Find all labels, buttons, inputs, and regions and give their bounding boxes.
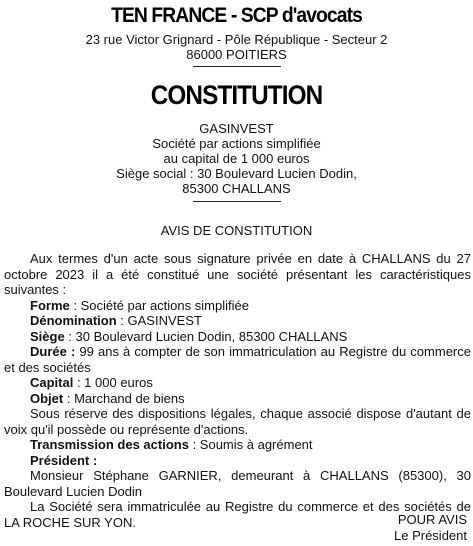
siege-line (4, 329, 471, 345)
siege-label: Siège (30, 328, 65, 344)
president-paragraph: Monsieur Stéphane GARNIER, demeurant à CHALLANS (85300), 30 Boulevard Lucien Dodin (4, 468, 471, 499)
objet-line (4, 391, 471, 407)
company-capital: au capital de 1 000 euros (163, 151, 310, 166)
duree-label: Durée : (30, 344, 76, 359)
registration-paragraph: La Société sera immatriculée au Registre du commerce et des sociétés de LA ROCHE SUR YON. (4, 499, 471, 530)
president-line (4, 453, 471, 469)
company-form: Société par actions simplifiée (152, 136, 321, 151)
company-seat-line-2: 85300 CHALLANS (182, 181, 291, 196)
president-label: Président : (30, 452, 98, 468)
firm-name: TEN FRANCE - SCP d'avocats (111, 4, 362, 27)
capital-value: : 1 000 euros (73, 375, 153, 390)
notice-body (4, 251, 471, 530)
transmission-label: Transmission des actions (30, 437, 189, 452)
objet-value: : Marchand de biens (63, 390, 185, 406)
forme-label: Forme (30, 297, 70, 313)
denomination-label: Dénomination (30, 313, 117, 328)
header-divider (193, 66, 281, 67)
signature-president: Le Président (394, 527, 467, 543)
duree-value: 99 ans à compter de son immatriculation au Registre du commerce et des sociétés (4, 344, 471, 375)
notice-title: AVIS DE CONSTITUTION (160, 223, 313, 238)
section-title: CONSTITUTION (150, 80, 323, 110)
firm-address-line-1: 23 rue Victor Grignard - Pôle République - Secteur 2 (85, 32, 388, 47)
company-seat-line-1: Siège social : 30 Boulevard Lucien Dodin, (116, 166, 357, 181)
signature-pour-avis: POUR AVIS (397, 512, 467, 527)
transmission-line (4, 437, 471, 453)
duree-line (4, 344, 471, 375)
signature-block (394, 512, 467, 543)
transmission-value: : Soumis à agrément (188, 437, 313, 452)
capital-label: Capital (30, 375, 74, 390)
firm-address-line-2: 86000 POITIERS (186, 47, 287, 62)
capital-line (4, 375, 471, 391)
company-divider (193, 201, 281, 202)
forme-value: : Société par actions simplifiée (69, 297, 249, 313)
intro-paragraph: Aux termes d'un acte sous signature privée en date à CHALLANS du 27 octobre 2023 il a été constitué une société présentant les caractéristiques suivantes : (4, 251, 471, 297)
siege-value: : 30 Boulevard Lucien Dodin, 85300 CHALLANS (64, 328, 348, 344)
voting-paragraph: Sous réserve des dispositions légales, chaque associé dispose d'autant de voix qu'il possède ou représente d'actions. (4, 406, 471, 437)
forme-line (4, 298, 471, 314)
denomination-value: : GASINVEST (116, 313, 202, 328)
objet-label: Objet (30, 390, 64, 406)
company-name: GASINVEST (199, 121, 274, 136)
denomination-line (4, 313, 471, 329)
